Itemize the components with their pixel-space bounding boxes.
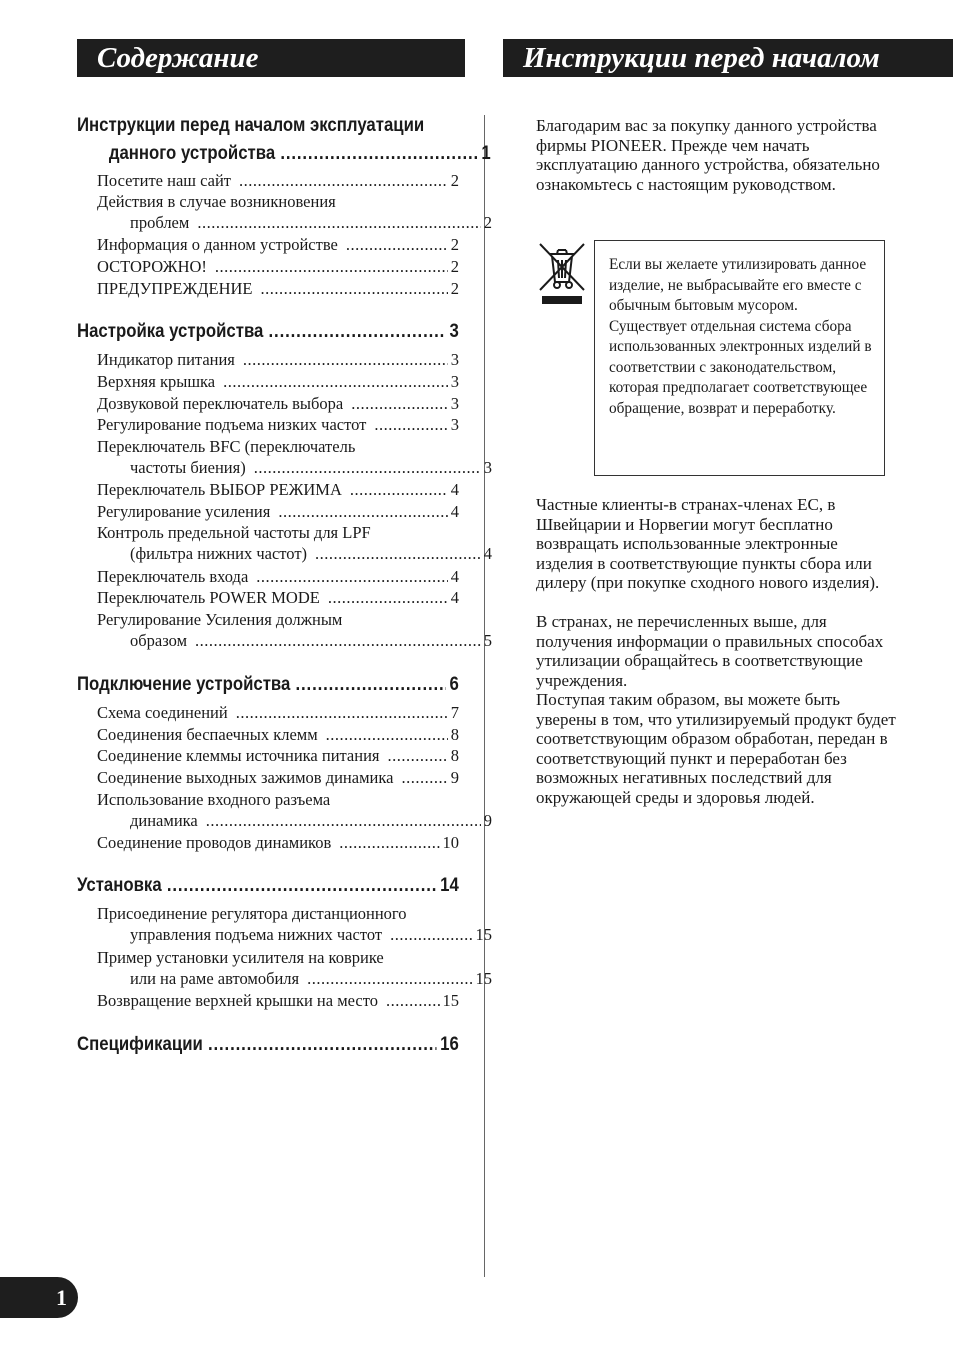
- toc-section-title: Установка: [77, 874, 162, 896]
- dot-leader: [278, 501, 447, 522]
- toc-item[interactable]: [97, 191, 492, 233]
- dot-leader: [280, 142, 478, 165]
- toc-page: 3: [450, 350, 459, 369]
- toc-page: 3: [483, 458, 492, 477]
- toc-item-label: Дозвуковой переключатель выбора: [97, 394, 344, 413]
- toc-item-label: Соединение клеммы источника питания: [97, 746, 380, 765]
- toc-section-title: Подключение устройства: [77, 673, 291, 695]
- toc-page: 2: [450, 171, 459, 190]
- toc-item-label: Переключатель BFC (переключатель: [97, 437, 356, 456]
- dot-leader: [374, 414, 447, 435]
- toc-item[interactable]: [97, 767, 459, 788]
- dot-leader: [390, 924, 472, 945]
- toc-page: 9: [450, 768, 459, 787]
- toc-item[interactable]: [97, 349, 459, 370]
- toc-page: 15: [475, 925, 492, 944]
- dot-leader: [197, 212, 480, 233]
- toc-item[interactable]: [97, 724, 459, 745]
- intro-conclusion: Поступая таким образом, вы можете быть уверены в том, что утилизируемый продукт будет соответствующим образом обработан, передан в соответствующий пункт и переработан без возможных негативных последствий для окружающей среды и здоровья людей.: [536, 690, 896, 807]
- dot-leader: [315, 543, 481, 564]
- toc-item[interactable]: [97, 903, 492, 945]
- dot-leader: [256, 566, 447, 587]
- dot-leader: [206, 810, 481, 831]
- toc-item-label: Регулирование подъема низких частот: [97, 415, 367, 434]
- intro-thanks: Благодарим вас за покупку данного устройства фирмы PIONEER. Прежде чем начать эксплуатацию данного устройства, обязательно ознакомьтесь с настоящим руководством.: [536, 116, 880, 194]
- toc-item-label: Индикатор питания: [97, 350, 235, 369]
- dot-leader: [167, 874, 437, 897]
- toc-section-4[interactable]: [77, 874, 459, 897]
- toc-item-label: Возвращение верхней крышки на место: [97, 991, 378, 1010]
- toc-page: 3: [450, 372, 459, 391]
- toc-item-label: Верхняя крышка: [97, 372, 216, 391]
- toc-section-2[interactable]: [77, 320, 459, 343]
- dot-leader: [401, 767, 447, 788]
- intro-header: Инструкции перед началом: [503, 39, 953, 77]
- toc-item-label: Информация о данном устройстве: [97, 235, 338, 254]
- toc-item-label: Регулирование Усиления должным: [97, 610, 343, 629]
- toc-item-label: Регулирование усиления: [97, 502, 271, 521]
- toc-item-label: ОСТОРОЖНО!: [97, 257, 207, 276]
- toc-page: 15: [475, 969, 492, 988]
- toc-page: 3: [450, 394, 459, 413]
- dot-leader: [346, 234, 448, 255]
- toc-section-title: данного устройства: [108, 142, 276, 164]
- toc-item-label: или на раме автомобиля: [130, 969, 300, 988]
- toc-page: 9: [483, 811, 492, 830]
- page-number: 1: [0, 1277, 78, 1318]
- toc-item-label: Посетите наш сайт: [97, 171, 231, 190]
- dot-leader: [350, 479, 448, 500]
- toc-item-label: Соединение проводов динамиков: [97, 833, 332, 852]
- dot-leader: [307, 968, 472, 989]
- dot-leader: [269, 320, 447, 343]
- toc-item-label: Схема соединений: [97, 703, 228, 722]
- toc-page: 3: [449, 320, 459, 342]
- toc-page: 3: [450, 415, 459, 434]
- toc-section-title: Инструкции перед началом эксплуатации: [77, 114, 425, 136]
- toc-page: 4: [450, 502, 459, 521]
- toc-page: 6: [449, 673, 459, 695]
- toc-item-label: Присоединение регулятора дистанционного: [97, 904, 407, 923]
- toc-page: 8: [450, 725, 459, 744]
- toc-item-label: динамика: [130, 811, 198, 830]
- weee-bin-icon: [536, 240, 588, 306]
- dot-leader: [386, 990, 440, 1011]
- toc-page: 2: [450, 279, 459, 298]
- toc-item[interactable]: [97, 414, 459, 435]
- dot-leader: [239, 170, 448, 191]
- toc-section-5[interactable]: [77, 1033, 459, 1056]
- toc-item[interactable]: [97, 436, 492, 478]
- toc-section-title: Настройка устройства: [77, 320, 264, 342]
- disposal-notice-text: Если вы желаете утилизировать данное изделие, не выбрасывайте его вместе с обычным бытовым мусором. Существует отдельная система сбора использованных электронных изделий в соответствии с законодательством, которая предполагает соответствующее обращение, возврат и переработку.: [609, 256, 872, 417]
- dot-leader: [208, 1033, 437, 1056]
- dot-leader: [339, 832, 439, 853]
- toc-header: Содержание: [77, 39, 465, 77]
- toc-item[interactable]: [97, 256, 459, 277]
- toc-page: 4: [450, 567, 459, 586]
- dot-leader: [236, 702, 448, 723]
- toc-page: 16: [440, 1033, 459, 1055]
- toc-page: 10: [442, 833, 459, 852]
- toc-item[interactable]: [97, 371, 459, 392]
- toc-item-label: Соединения беспаечных клемм: [97, 725, 318, 744]
- toc-page: 2: [483, 213, 492, 232]
- column-divider: [484, 115, 485, 1277]
- toc-item[interactable]: [97, 832, 459, 853]
- toc-item-label: Переключатель POWER MODE: [97, 588, 320, 607]
- toc-item-label: частоты биения): [130, 458, 246, 477]
- dot-leader: [215, 256, 448, 277]
- toc-page: 5: [483, 631, 492, 650]
- toc-item[interactable]: [97, 587, 459, 608]
- toc-item[interactable]: [97, 947, 492, 989]
- toc-item[interactable]: [97, 479, 459, 500]
- toc-item-label: ПРЕДУПРЕЖДЕНИЕ: [97, 279, 253, 298]
- toc-item[interactable]: [97, 745, 459, 766]
- dot-leader: [254, 457, 481, 478]
- dot-leader: [243, 349, 448, 370]
- toc-item-label: Переключатель ВЫБОР РЕЖИМА: [97, 480, 342, 499]
- toc-page: 4: [483, 544, 492, 563]
- toc-item-label: проблем: [130, 213, 190, 232]
- dot-leader: [328, 587, 448, 608]
- dot-leader: [223, 371, 448, 392]
- toc-section-1[interactable]: [77, 114, 425, 137]
- toc-item-label: Соединение выходных зажимов динамика: [97, 768, 394, 787]
- toc-item[interactable]: [97, 789, 492, 831]
- toc-item-label: Переключатель входа: [97, 567, 249, 586]
- toc-page: 14: [440, 874, 459, 896]
- dot-leader: [296, 673, 447, 696]
- toc-page: 4: [450, 588, 459, 607]
- dot-leader: [261, 278, 448, 299]
- toc-item[interactable]: [97, 278, 459, 299]
- toc-page: 1: [481, 142, 491, 164]
- toc-item[interactable]: [97, 234, 459, 255]
- toc-item[interactable]: [97, 566, 459, 587]
- dot-leader: [351, 393, 448, 414]
- toc-item-label: образом: [130, 631, 188, 650]
- dot-leader: [326, 724, 448, 745]
- toc-section-title: Спецификации: [77, 1033, 203, 1055]
- dot-leader: [195, 630, 481, 651]
- dot-leader: [388, 745, 448, 766]
- toc-item[interactable]: [97, 501, 459, 522]
- toc-page: 8: [450, 746, 459, 765]
- toc-item-label: (фильтра нижних частот): [130, 544, 308, 563]
- toc-page: 7: [450, 703, 459, 722]
- toc-item[interactable]: [97, 702, 459, 723]
- intro-other-countries: В странах, не перечисленных выше, для получения информации о правильных способах утилизации обращайтесь в соответствующие учреждения.: [536, 612, 884, 690]
- disposal-notice-box: [594, 240, 885, 476]
- toc-item-label: Контроль предельной частоты для LPF: [97, 523, 371, 542]
- toc-item-label: Использование входного разъема: [97, 790, 331, 809]
- toc-item[interactable]: [97, 609, 492, 651]
- toc-section-3[interactable]: [77, 673, 459, 696]
- toc-page: 15: [442, 991, 459, 1010]
- toc-item-label: управления подъема нижних частот: [130, 925, 383, 944]
- intro-private-clients: Частные клиенты-в странах-членах ЕС, в Швейцарии и Норвегии могут бесплатно возвращать использованные электронные изделия в соответствующие пункты сбора или дилеру (при покупке сходного нового изделия).: [536, 495, 880, 592]
- toc-item[interactable]: [97, 393, 459, 414]
- toc-section-1-cont[interactable]: [77, 142, 491, 165]
- toc-item[interactable]: [97, 170, 459, 191]
- toc-item-label: Пример установки усилителя на коврике: [97, 948, 384, 967]
- toc-item[interactable]: [97, 522, 492, 564]
- toc-item[interactable]: [97, 990, 459, 1011]
- toc-page: 2: [450, 257, 459, 276]
- toc-page: 2: [450, 235, 459, 254]
- toc-page: 4: [450, 480, 459, 499]
- toc-item-label: Действия в случае возникновения: [97, 192, 336, 211]
